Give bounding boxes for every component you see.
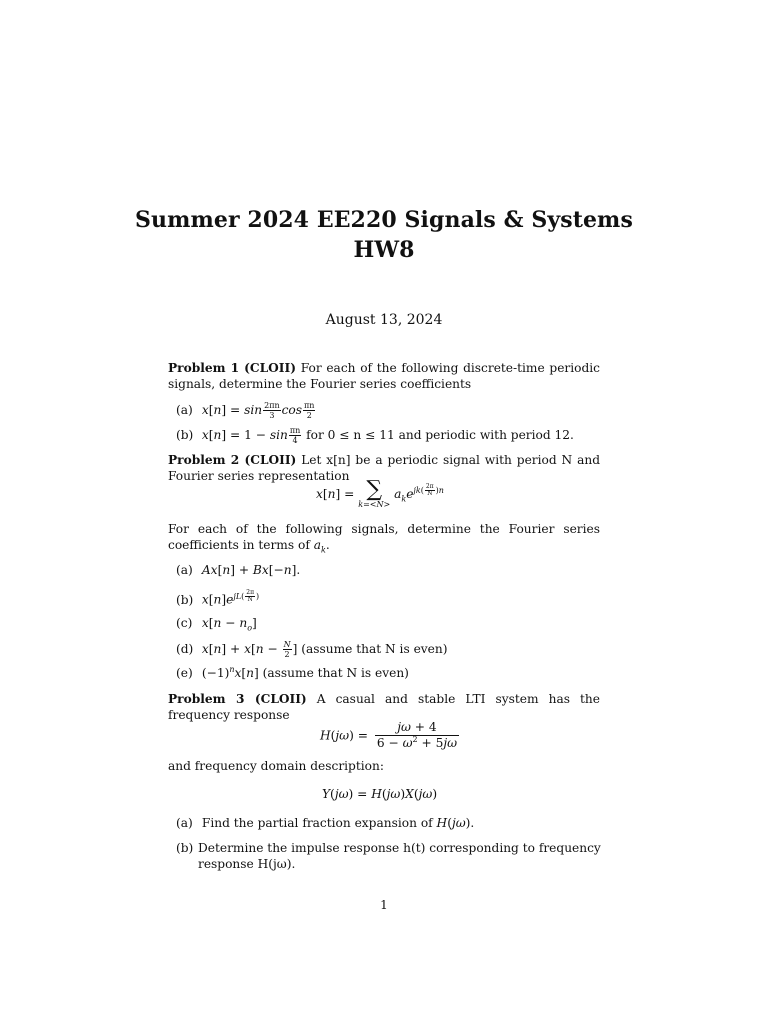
problem-3-item-b bbox=[176, 840, 622, 872]
problem-1-item-b: (b) x[n] = 1 − sin $\frac{\pi n}{4}$ for 0 ≤ n ≤ 11 and periodic with period 12. bbox=[176, 426, 574, 445]
title-line-2: HW8 bbox=[353, 237, 415, 263]
problem-2-item-c: (c) $x[n - n_o]$ bbox=[176, 616, 257, 633]
item-letter: (a) bbox=[176, 816, 193, 830]
problem-3-item-a: (a) Find the partial fraction expansion of H(jω). bbox=[176, 816, 475, 830]
output-equation: Y(jω) = H(jω)X(jω) bbox=[322, 787, 438, 801]
problem-2-label: Problem 2 (CLOII) bbox=[168, 453, 297, 467]
problem-1-text: For each of the following discrete-time periodic signals, determine the Fourier series coefficients bbox=[168, 361, 600, 391]
problem-1-item-a: (a) x[n] = sin $\frac{2\pi n}{3}$ cos $\frac{\pi n}{2}$ bbox=[176, 401, 315, 420]
frequency-response-equation: H(jω) = $\frac{j\omega + 4}{6 - \omega^2 + 5j\omega}$ bbox=[320, 720, 458, 750]
date: August 13, 2024 bbox=[325, 312, 443, 328]
problem-2-item-e: (e) $(-1)^nx[n]$ (assume that N is even) bbox=[176, 664, 409, 680]
problem-3-intro bbox=[168, 691, 600, 723]
fourier-series-equation: x[n] = ∑ k=<N> $a_ke^{jk( \frac{2\pi}{N} )n}$ bbox=[316, 477, 444, 509]
problem-2-item-b: (b) $x[n]e^{jL( \frac{2\pi}{N} )}$ bbox=[176, 589, 260, 607]
problem-3-after: and frequency domain description: bbox=[168, 759, 384, 773]
problem-2-after-text: For each of the following signals, determine the Fourier series coefficients in terms of bbox=[168, 522, 600, 552]
problem-2-item-d: (d) x[n] + x[n − $\frac{N}{2}$ ] (assume that N is even) bbox=[176, 640, 448, 659]
item-letter: (b) bbox=[176, 428, 194, 442]
item-letter: (b) bbox=[176, 592, 194, 607]
problem-2-item-a: (a) Ax[n] + Bx[−n]. bbox=[176, 563, 301, 577]
problem-1-label: Problem 1 (CLOII) bbox=[168, 361, 296, 375]
item-letter: (b) bbox=[176, 841, 194, 855]
item-letter: (a) bbox=[176, 563, 193, 577]
problem-3-text: A casual and stable LTI system has the frequency response bbox=[168, 692, 600, 722]
item-note: (assume that N is even) bbox=[301, 642, 448, 656]
problem-1-intro bbox=[168, 360, 600, 392]
item-letter: (e) bbox=[176, 666, 193, 680]
problem-1-item-b-text: for 0 ≤ n ≤ 11 and periodic with period 12. bbox=[306, 428, 574, 442]
item-letter: (d) bbox=[176, 642, 194, 656]
problem-3-label: Problem 3 (CLOII) bbox=[168, 692, 307, 706]
title-line-1: Summer 2024 EE220 Signals & Systems bbox=[135, 207, 633, 233]
problem-3-item-a-text: Find the partial fraction expansion of bbox=[201, 816, 433, 830]
problem-3-item-b-text: Determine the impulse response h(t) corresponding to frequency response H(jω). bbox=[198, 841, 601, 871]
problem-2-after: For each of the following signals, determine the Fourier series coefficients in terms of $a_k$. bbox=[168, 522, 600, 555]
problem-2-text: Let x[n] be a periodic signal with period N and Fourier series representation bbox=[168, 453, 600, 483]
item-letter: (a) bbox=[176, 403, 193, 417]
item-note: (assume that N is even) bbox=[262, 666, 409, 680]
item-letter: (c) bbox=[176, 616, 193, 630]
page-number: 1 bbox=[380, 898, 388, 912]
